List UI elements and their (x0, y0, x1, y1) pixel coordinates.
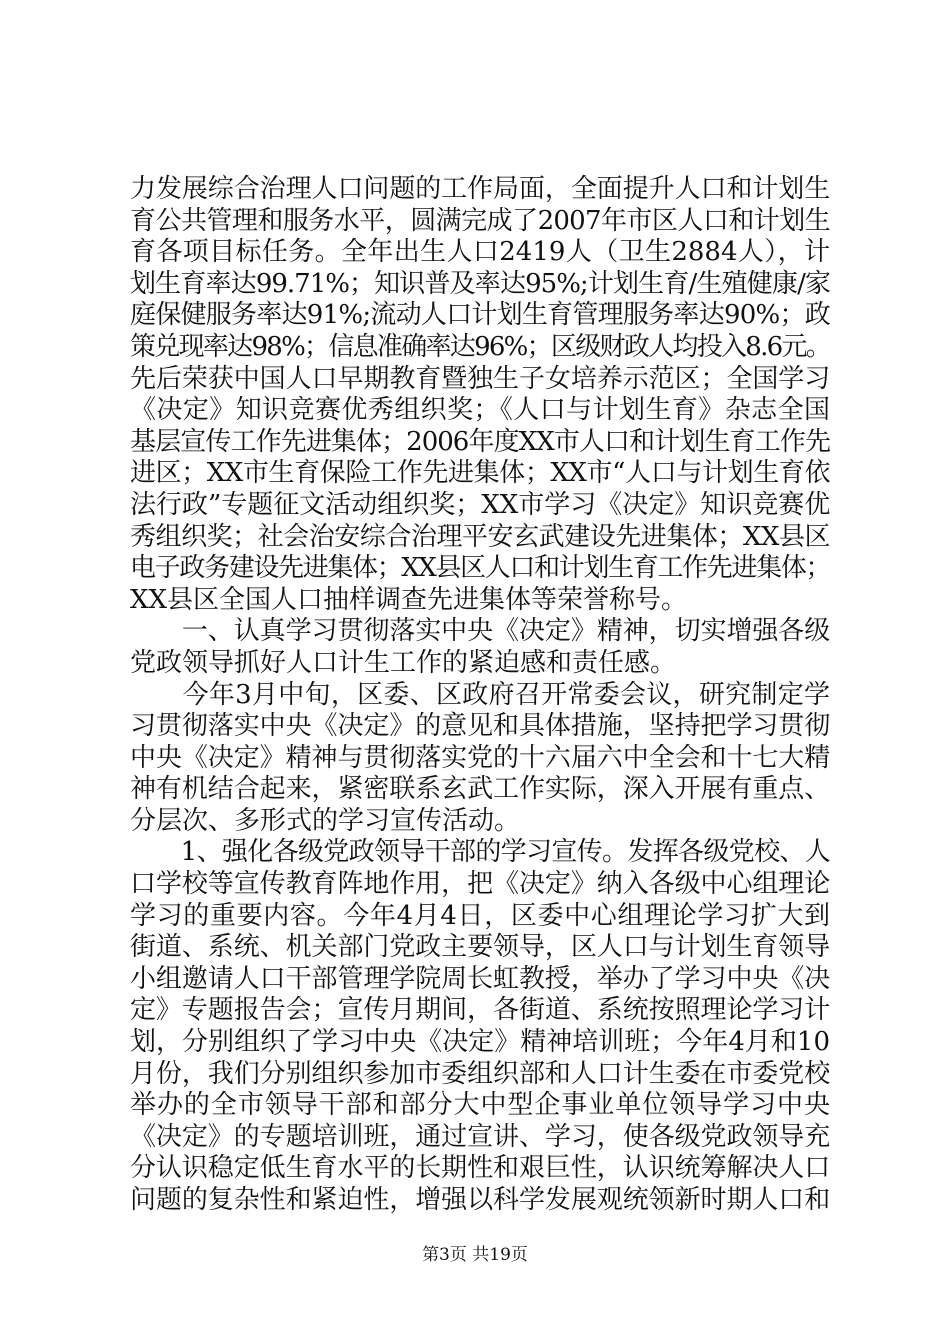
text-line: 力发展综合治理人口问题的工作局面，全面提升人口和计划生 (130, 174, 830, 204)
text-line: 学习的重要内容。今年4月4日，区委中心组理论学习扩大到 (130, 900, 830, 931)
text-line: XX县区全国人口抽样调查先进集体等荣誉称号。 (130, 584, 688, 615)
text-line: 法行政”专题征文活动组织奖；XX市学习《决定》知识竞赛优 (130, 489, 831, 520)
text-line: 中央《决定》精神与贯彻落实党的十六届六中全会和十七大精 (130, 742, 830, 773)
text-line: 庭保健服务率达91%;流动人口计划生育管理服务率达90%；政 (130, 300, 830, 331)
text-line: 基层宣传工作先进集体；2006年度XX市人口和计划生育工作先 (130, 426, 830, 457)
text-line: 育公共管理和服务水平，圆满完成了2007年市区人口和计划生 (130, 205, 830, 236)
text-line: 划，分别组织了学习中央《决定》精神培训班；今年4月和10 (130, 1027, 830, 1058)
text-line: 《决定》知识竞赛优秀组织奖；《人口与计划生育》杂志全国 (130, 395, 830, 426)
text-line: 育各项目标任务。全年出生人口2419人（卫生2884人），计 (130, 237, 830, 268)
text-line: 分认识稳定低生育水平的长期性和艰巨性，认识统筹解决人口 (130, 1153, 830, 1184)
text-line: 小组邀请人口干部管理学院周长虹教授，举办了学习中央《决 (130, 963, 830, 994)
text-line: 秀组织奖；社会治安综合治理平安玄武建设先进集体；XX县区 (130, 521, 830, 552)
text-line: 划生育率达99.71%；知识普及率达95%;计划生育/生殖健康/家 (130, 268, 830, 299)
text-line: 一、认真学习贯彻落实中央《决定》精神，切实增强各级 (130, 616, 830, 647)
text-line: 党政领导抓好人口计生工作的紧迫感和责任感。 (130, 647, 677, 678)
text-line: 分层次、多形式的学习宣传活动。 (130, 805, 521, 836)
text-line: 口学校等宣传教育阵地作用，把《决定》纳入各级中心组理论 (130, 869, 830, 900)
text-line: 街道、系统、机关部门党政主要领导，区人口与计划生育领导 (130, 932, 830, 963)
text-line: 习贯彻落实中央《决定》的意见和具体措施，坚持把学习贯彻 (130, 711, 830, 742)
text-line: 策兑现率达98%；信息准确率达96%；区级财政人均投入8.6元。 (130, 331, 830, 362)
text-line: 《决定》的专题培训班，通过宣讲、学习，使各级党政领导充 (130, 1121, 830, 1152)
text-line: 问题的复杂性和紧迫性，增强以科学发展观统领新时期人口和 (130, 1185, 830, 1215)
text-line: 神有机结合起来，紧密联系玄武工作实际，深入开展有重点、 (130, 774, 830, 805)
text-line: 定》专题报告会；宣传月期间，各街道、系统按照理论学习计 (130, 995, 830, 1026)
text-line: 先后荣获中国人口早期教育暨独生子女培养示范区；全国学习 (130, 363, 830, 394)
text-line: 举办的全市领导干部和部分大中型企事业单位领导学习中央 (130, 1090, 830, 1121)
text-line: 进区；XX市生育保险工作先进集体；XX市“人口与计划生育依 (130, 458, 830, 489)
text-line: 电子政务建设先进集体；XX县区人口和计划生育工作先进集体； (130, 553, 830, 584)
text-line: 1、强化各级党政领导干部的学习宣传。发挥各级党校、人 (130, 837, 830, 868)
text-line: 今年3月中旬，区委、区政府召开常委会议，研究制定学 (130, 679, 830, 710)
document-body (130, 174, 830, 1217)
text-line: 月份，我们分别组织参加市委组织部和人口计生委在市委党校 (130, 1058, 830, 1089)
page-footer: 第3页 共19页 (422, 1245, 528, 1265)
